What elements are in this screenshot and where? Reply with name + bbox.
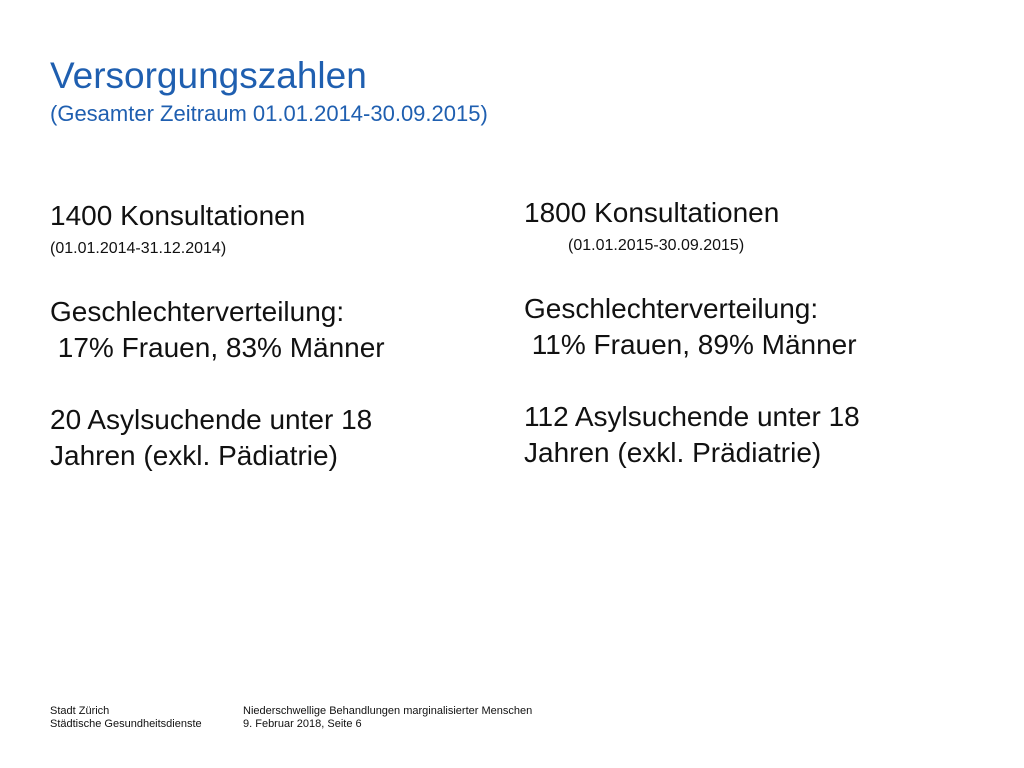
right-gender-split: 11% Frauen, 89% Männer [524, 329, 857, 360]
left-gender-heading: Geschlechterverteilung: [50, 296, 345, 327]
right-asylum-line1: 112 Asylsuchende unter 18 [524, 401, 860, 432]
left-gender-split: 17% Frauen, 83% Männer [50, 332, 385, 363]
footer-document-info [243, 705, 532, 731]
left-asylum-line1: 20 Asylsuchende unter 18 [50, 404, 373, 435]
footer-doc-line2: 9. Februar 2018, Seite 6 [243, 718, 362, 730]
footer-organization [50, 705, 202, 731]
footer-org-line1: Stadt Zürich [50, 705, 110, 717]
footer-org-line2: Städtische Gesundheitsdienste [50, 718, 202, 730]
left-column [50, 198, 385, 474]
left-consultations: 1400 Konsultationen [50, 200, 306, 231]
right-consultations: 1800 Konsultationen [524, 197, 780, 228]
left-asylum-line2: Jahren (exkl. Pädiatrie) [50, 440, 338, 471]
right-gender-heading: Geschlechterverteilung: [524, 293, 819, 324]
right-column [524, 195, 860, 471]
left-period: (01.01.2014-31.12.2014) [50, 240, 227, 257]
right-period: (01.01.2015-30.09.2015) [568, 237, 745, 254]
footer-doc-line1: Niederschwellige Behandlungen marginalisierter Menschen [243, 705, 533, 717]
page-subtitle: (Gesamter Zeitraum 01.01.2014-30.09.2015) [50, 101, 488, 126]
right-asylum-line2: Jahren (exkl. Prädiatrie) [524, 437, 822, 468]
page-title: Versorgungszahlen [50, 55, 367, 96]
